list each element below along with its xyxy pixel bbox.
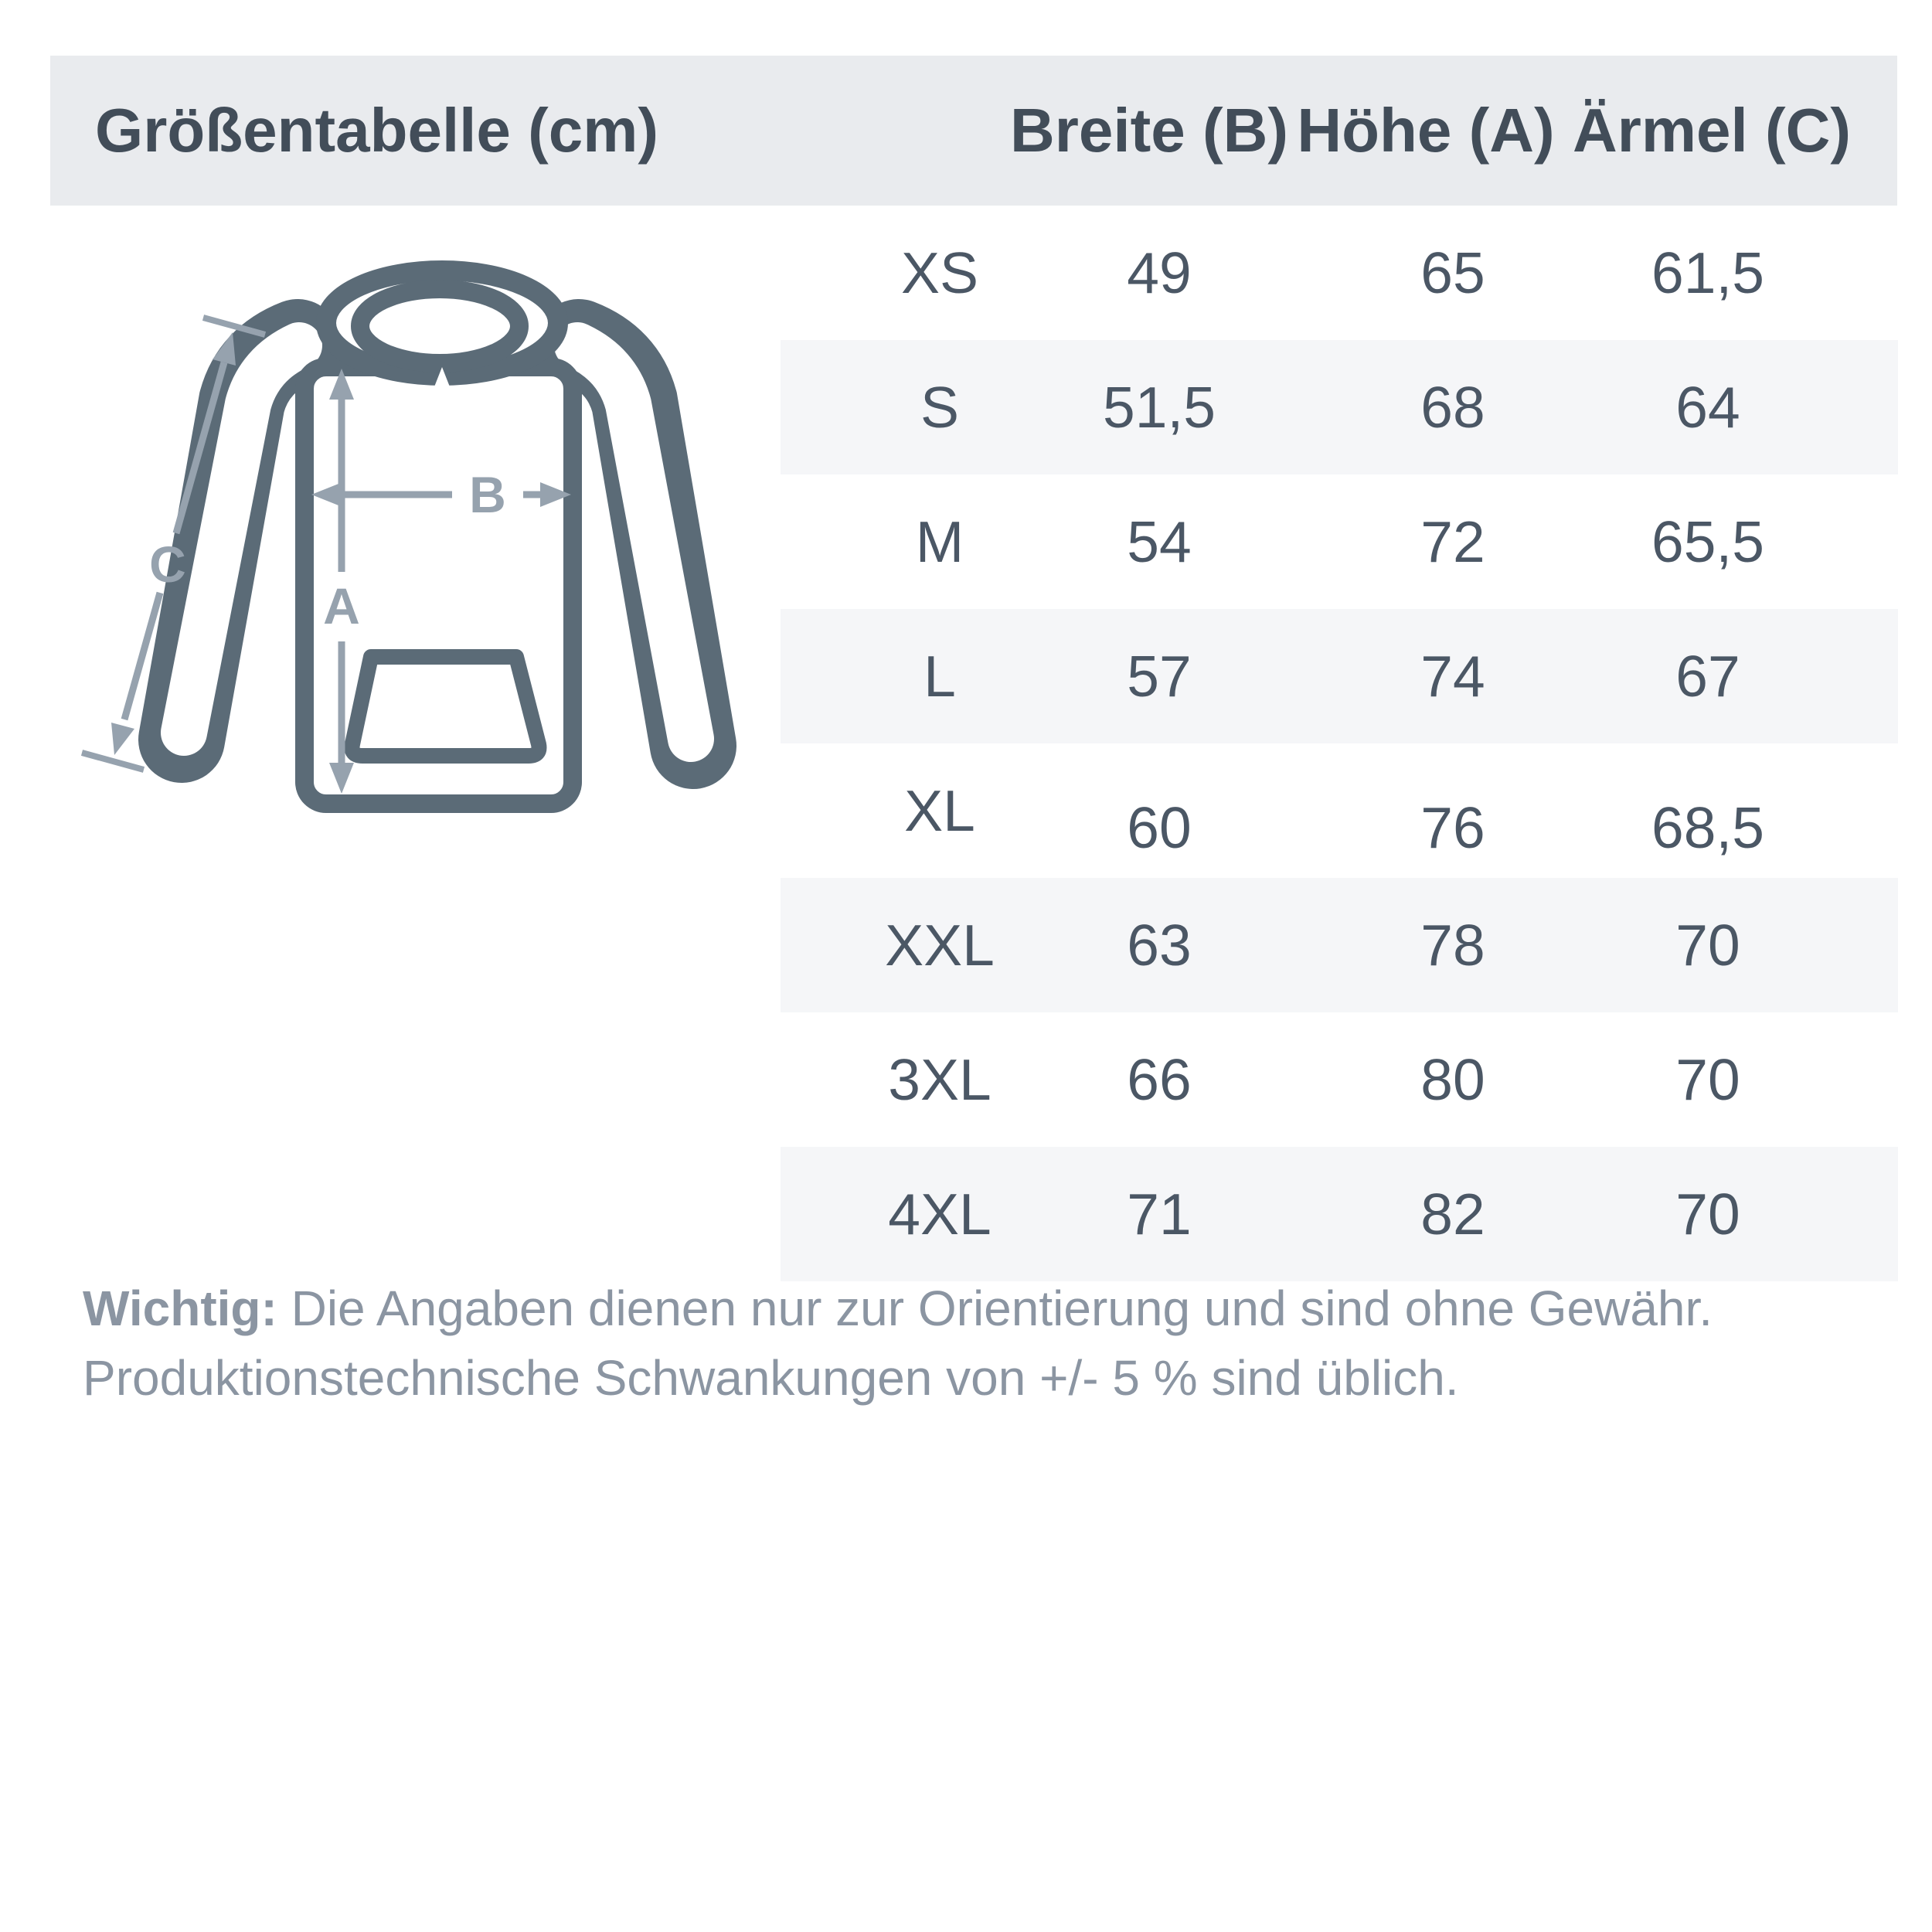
sleeve-value: 70: [1675, 913, 1740, 978]
dimension-label-c: C: [149, 536, 186, 593]
sleeve-value: 67: [1675, 644, 1740, 709]
width-value: 63: [1127, 913, 1192, 978]
width-value: 54: [1127, 509, 1192, 574]
height-value: 72: [1420, 509, 1485, 574]
dimension-label-a: A: [323, 577, 360, 634]
height-value: 82: [1420, 1182, 1485, 1247]
hoodie-measurement-diagram: [66, 220, 800, 831]
height-value: 68: [1420, 375, 1485, 440]
size-label: M: [915, 509, 964, 574]
size-label: 4XL: [888, 1182, 992, 1247]
hoodie-hood: [326, 270, 558, 389]
dimension-label-b: B: [469, 466, 506, 523]
disclaimer-line-2: Produktionstechnische Schwankungen von +/- 5 % sind üblich.: [83, 1350, 1459, 1406]
column-header-width: Breite (B): [1009, 96, 1289, 165]
table-row: [0, 878, 1932, 1012]
sleeve-value: 64: [1675, 375, 1740, 440]
height-value: 65: [1420, 240, 1485, 305]
height-value: 78: [1420, 913, 1485, 978]
size-chart-title: Größentabelle (cm): [95, 96, 659, 165]
sleeve-value: 68,5: [1651, 795, 1764, 860]
disclaimer-prefix: Wichtig:: [83, 1281, 277, 1336]
sleeve-value: 61,5: [1651, 240, 1764, 305]
sleeve-value: 70: [1675, 1182, 1740, 1247]
width-value: 49: [1127, 240, 1192, 305]
column-header-height: Höhe (A): [1297, 96, 1555, 165]
column-header-sleeve: Ärmel (C): [1572, 96, 1852, 165]
height-value: 74: [1420, 644, 1485, 709]
disclaimer-note: [83, 1274, 1876, 1413]
height-value: 80: [1420, 1047, 1485, 1112]
size-label: XS: [900, 240, 979, 305]
width-value: 66: [1127, 1047, 1192, 1112]
table-row: [0, 1147, 1932, 1281]
hoodie-pocket: [352, 657, 539, 756]
width-value: 57: [1127, 644, 1192, 709]
disclaimer-line-1: Wichtig: Die Angaben dienen nur zur Orientierung und sind ohne Gewähr.: [83, 1281, 1713, 1336]
table-row: [0, 1012, 1932, 1147]
width-value: 51,5: [1103, 375, 1216, 440]
sleeve-value: 65,5: [1651, 509, 1764, 574]
size-label: S: [920, 375, 960, 440]
size-label: XXL: [885, 913, 995, 978]
width-value: 71: [1127, 1182, 1192, 1247]
sleeve-value: 70: [1675, 1047, 1740, 1112]
size-label: 3XL: [888, 1047, 992, 1112]
width-value: 60: [1127, 795, 1192, 860]
height-value: 76: [1420, 795, 1485, 860]
size-label: XL: [904, 778, 975, 843]
size-chart-header-band: [50, 56, 1897, 206]
size-label: L: [923, 644, 956, 709]
